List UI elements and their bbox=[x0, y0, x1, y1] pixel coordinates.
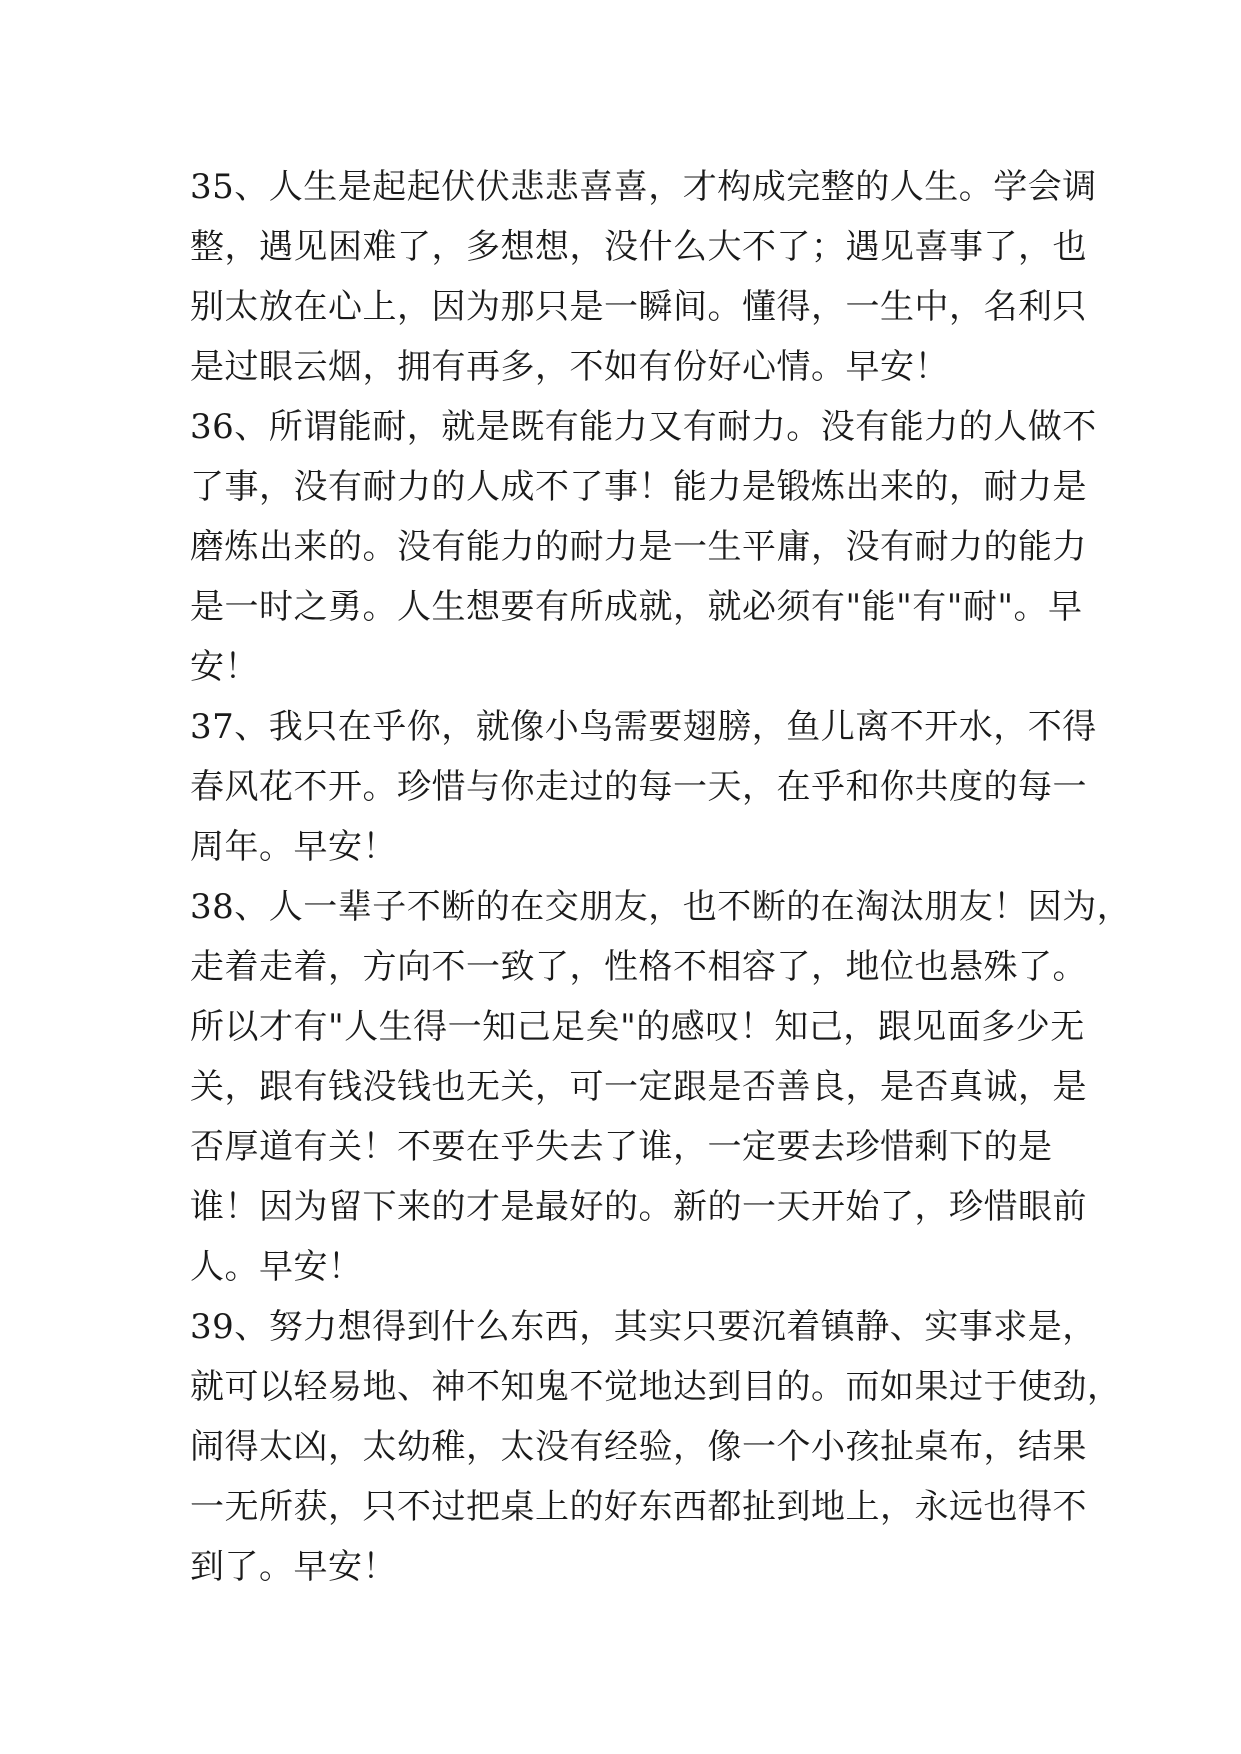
text-line: 否厚道有关！不要在乎失去了谁，一定要去珍惜剩下的是 bbox=[190, 1127, 1053, 1167]
text-line: 一无所获，只不过把桌上的好东西都扯到地上，永远也得不 bbox=[190, 1487, 1087, 1527]
text-line: 走着走着，方向不一致了，性格不相容了，地位也悬殊了。 bbox=[190, 947, 1087, 987]
text-line: 周年。早安！ bbox=[190, 827, 397, 867]
text-line: 就可以轻易地、神不知鬼不觉地达到目的。而如果过于使劲， bbox=[190, 1367, 1122, 1407]
paragraph-35 bbox=[190, 157, 1097, 397]
paragraph-38 bbox=[190, 877, 1132, 1297]
document-body bbox=[190, 157, 1132, 1597]
text-line: 安！ bbox=[190, 647, 259, 687]
paragraph-36 bbox=[190, 397, 1097, 697]
paragraph-37 bbox=[190, 697, 1097, 877]
text-line: 别太放在心上，因为那只是一瞬间。懂得，一生中，名利只 bbox=[190, 287, 1087, 327]
text-line: 35、人生是起起伏伏悲悲喜喜，才构成完整的人生。学会调 bbox=[190, 167, 1097, 207]
text-line: 人。早安！ bbox=[190, 1247, 363, 1287]
text-line: 是过眼云烟，拥有再多，不如有份好心情。早安！ bbox=[190, 347, 949, 387]
text-line: 到了。早安！ bbox=[190, 1547, 397, 1587]
text-line: 闹得太凶，太幼稚，太没有经验，像一个小孩扯桌布，结果 bbox=[190, 1427, 1087, 1467]
text-line: 整，遇见困难了，多想想，没什么大不了；遇见喜事了，也 bbox=[190, 227, 1087, 267]
text-line: 所以才有"人生得一知己足矣"的感叹！知己，跟见面多少无 bbox=[190, 1007, 1085, 1047]
text-line: 36、所谓能耐，就是既有能力又有耐力。没有能力的人做不 bbox=[190, 407, 1097, 447]
text-line: 磨炼出来的。没有能力的耐力是一生平庸，没有耐力的能力 bbox=[190, 527, 1087, 567]
paragraph-39 bbox=[190, 1297, 1122, 1597]
text-line: 37、我只在乎你，就像小鸟需要翅膀，鱼儿离不开水，不得 bbox=[190, 707, 1097, 747]
text-line: 38、人一辈子不断的在交朋友，也不断的在淘汰朋友！因为， bbox=[190, 887, 1132, 927]
text-line: 春风花不开。珍惜与你走过的每一天，在乎和你共度的每一 bbox=[190, 767, 1087, 807]
text-line: 39、努力想得到什么东西，其实只要沉着镇静、实事求是， bbox=[190, 1307, 1097, 1347]
text-line: 是一时之勇。人生想要有所成就，就必须有"能"有"耐"。早 bbox=[190, 587, 1083, 627]
text-line: 了事，没有耐力的人成不了事！能力是锻炼出来的，耐力是 bbox=[190, 467, 1087, 507]
text-line: 谁！因为留下来的才是最好的。新的一天开始了，珍惜眼前 bbox=[190, 1187, 1087, 1227]
text-line: 关，跟有钱没钱也无关，可一定跟是否善良，是否真诚，是 bbox=[190, 1067, 1087, 1107]
